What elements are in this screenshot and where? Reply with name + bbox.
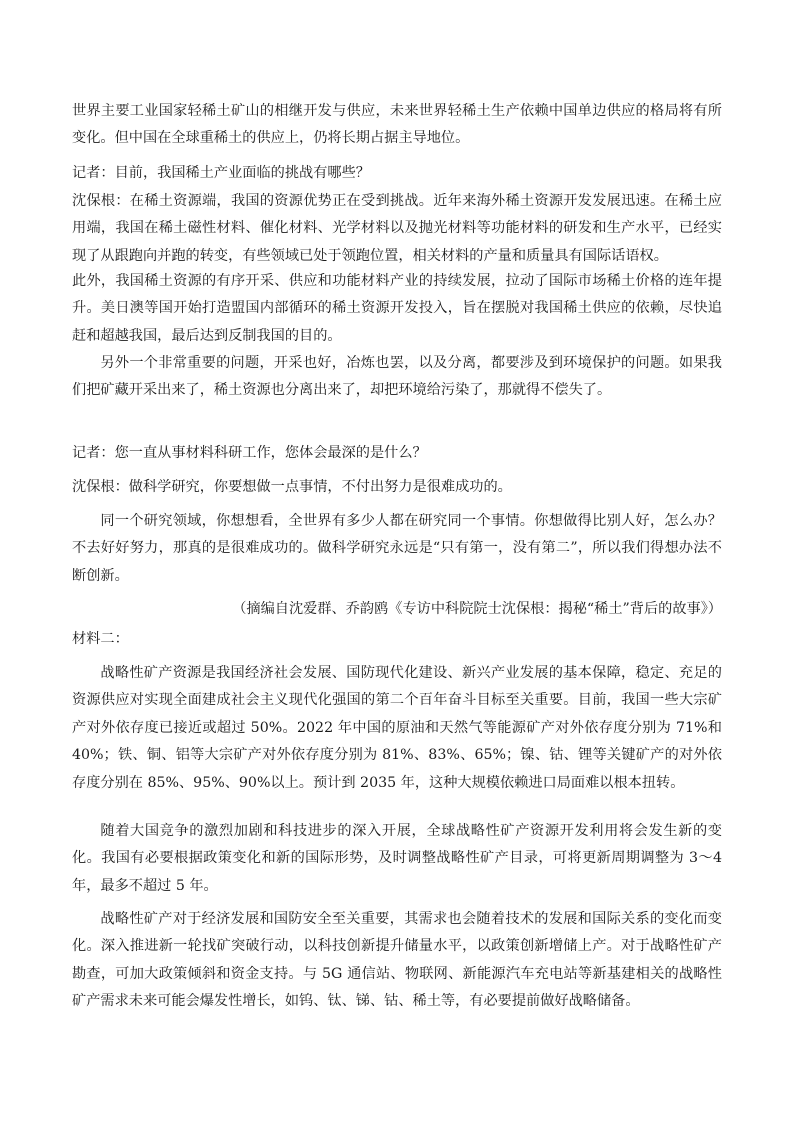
source-citation: （摘编自沈爱群、乔韵鸥《专访中科院院士沈保根：揭秘“稀土”背后的故事》） xyxy=(232,601,722,617)
material-two-heading: 材料二： xyxy=(72,631,129,647)
paragraph-shen-answer-challenges: 沈保根：在稀土资源端，我国的资源优势正在受到挑战。近年来海外稀土资源开发发展迅速。在稀土应用端，我国在稀土磁性材料、催化材料、光学材料以及抛光材料等功能材料的研发和生产水平，已经实现了从跟跑向并跑的转变，有些领域已处于领跑位置，相关材料的产量和质量具有国际话语权。 xyxy=(72,193,722,264)
paragraph-shen-answer-research: 沈保根：做科学研究，你要想做一点事情，不付出努力是很难成功的。 xyxy=(72,479,512,495)
paragraph-innovation: 同一个研究领域，你想想看，全世界有多少人都在研究同一个事情。你想做得比别人好，怎么办？不去好好努力，那真的是很难成功的。做科学研究永远是“只有第一，没有第二”，所以我们得想办法不断创新。 xyxy=(72,513,722,584)
paragraph-catalog-adjustment: 随着大国竞争的激烈加剧和科技进步的深入开展，全球战略性矿产资源开发利用将会发生新的变化。我国有必要根据政策变化和新的国际形势，及时调整战略性矿产目录，可将更新周期调整为 3～4 年，最多不超过 5 年。 xyxy=(72,823,722,894)
paragraph-strategic-reserves: 战略性矿产对于经济发展和国防安全至关重要，其需求也会随着技术的发展和国际关系的变化而变化。深入推进新一轮找矿突破行动，以科技创新提升储量水平，以政策创新增储上产。对于战略性矿产勘查，可加大政策倾斜和资金支持。与 5G 通信站、物联网、新能源汽车充电站等新基建相关的战略性矿产需求未来可能会爆发性增长，如钨、钛、锑、钴、稀土等，有必要提前做好战略储备。 xyxy=(72,911,722,1010)
paragraph-reporter-question-experience: 记者：您一直从事材料科研工作，您体会最深的是什么？ xyxy=(72,445,427,461)
paragraph-reporter-question-challenges: 记者：目前，我国稀土产业面临的挑战有哪些？ xyxy=(72,165,370,181)
paragraph-environment-protection: 另外一个非常重要的问题，开采也好，冶炼也罢，以及分离，都要涉及到环境保护的问题。如果我们把矿藏开采出来了，稀土资源也分离出来了，却把环境给污染了，那就得不偿失了。 xyxy=(72,355,722,399)
paragraph-rare-earth-supply: 世界主要工业国家轻稀土矿山的相继开发与供应，未来世界轻稀土生产依赖中国单边供应的格局将有所变化。但中国在全球重稀土的供应上，仍将长期占据主导地位。 xyxy=(72,103,722,147)
paragraph-international-competition: 此外，我国稀土资源的有序开采、供应和功能材料产业的持续发展，拉动了国际市场稀土价格的连年提升。美日澳等国开始打造盟国内部循环的稀土资源开发投入，旨在摆脱对我国稀土供应的依赖，尽快追赶和超越我国，最后达到反制我国的目的。 xyxy=(72,273,722,344)
paragraph-strategic-minerals: 战略性矿产资源是我国经济社会发展、国防现代化建设、新兴产业发展的基本保障，稳定、充足的资源供应对实现全面建成社会主义现代化强国的第二个百年奋斗目标至关重要。目前，我国一些大宗矿产对外依存度已接近或超过 50%。2022 年中国的原油和天然气等能源矿产对外依存度分别为 71%和 40%；铁、铜、铝等大宗矿产对外依存度分别为 81%、83%、65%；镍、钴、锂等关键矿产的对外依存度分别在 85%、95%、90%以上。预计到 2035 年，这种大规模依赖进口局面难以根本扭转。 xyxy=(72,665,722,791)
